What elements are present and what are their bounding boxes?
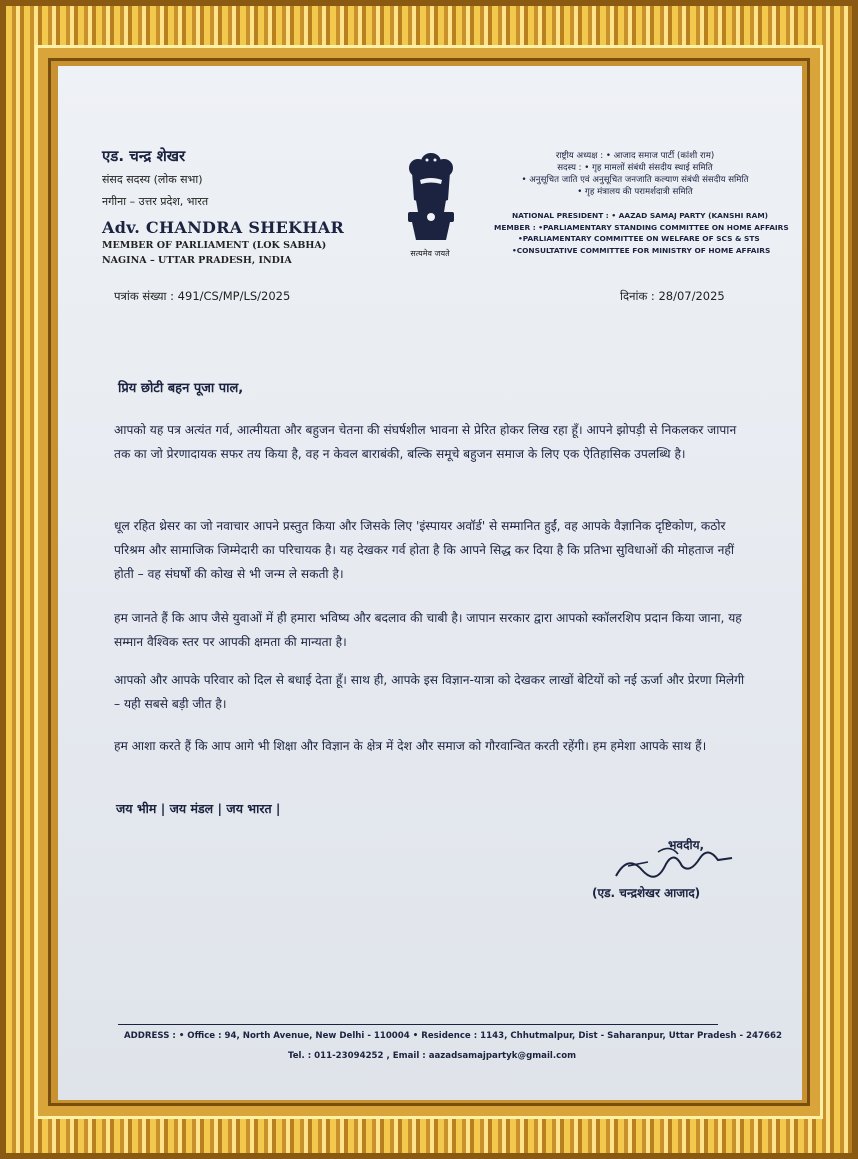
salutation: प्रिय छोटी बहन पूजा पाल, — [118, 381, 244, 396]
closing-slogan: जय भीम | जय मंडल | जय भारत | — [116, 801, 281, 816]
hindi-role-line: • अनुसूचित जाति एवं अनुसूचित जनजाति कल्याण संबंधी संसदीय समिति — [521, 175, 749, 185]
footer-address: ADDRESS : • Office : 94, North Avenue, New Delhi - 110004 • Residence : 1143, Chhutmalpur, Dist - Saharanpur, Uttar Pradesh - 247662 — [124, 1031, 782, 1041]
body-paragraph: हम जानते हैं कि आप जैसे युवाओं में ही हमारा भविष्य और बदलाव की चाबी है। जापान सरकार द्वारा आपको स्कॉलरशिप प्रदान किया जाना, यह सम्मान वैश्विक स्तर पर आपकी क्षमता की मान्यता है। — [114, 611, 742, 649]
hindi-role-line: • गृह मंत्रालय की परामर्शदात्री समिति — [577, 187, 693, 197]
body-paragraph: धूल रहित थ्रेसर का जो नवाचार आपने प्रस्तुत किया और जिसके लिए 'इंस्पायर अवॉर्ड' से सम्मानित हुईं, वह आपके वैज्ञानिक दृष्टिकोण, कठोर परिश्रम और सामाजिक जिम्मेदारी का परिचायक है। यह देखकर गर्व होता है कि आपने सिद्ध कर दिया है कि प्रतिभा सुविधाओं की मोहताज नहीं होती – वह संघर्षों की कोख से भी जन्म ले सकती है। — [114, 519, 734, 581]
footer-contact: Tel. : 011-23094252 , Email : aazadsamajpartyk@gmail.com — [288, 1051, 577, 1061]
signer-name: (एड. चन्द्रशेखर आजाद) — [592, 886, 701, 900]
footer-divider — [118, 1024, 718, 1025]
english-role-line: MEMBER : •PARLIAMENTARY STANDING COMMITTEE ON HOME AFFAIRS — [494, 222, 789, 232]
hindi-role-line: सदस्य : • गृह मामलों संबंधी संसदीय स्थाई समिति — [557, 163, 713, 173]
letter-date: दिनांक : 28/07/2025 — [620, 289, 725, 303]
english-name: Adv. CHANDRA SHEKHAR — [102, 218, 345, 237]
hindi-title: संसद सदस्य (लोक सभा) — [102, 173, 203, 186]
signature-mark — [608, 836, 738, 888]
yours-faithfully: भवदीय, — [668, 838, 705, 852]
reference-number: पत्रांक संख्या : 491/CS/MP/LS/2025 — [114, 289, 291, 303]
english-title: MEMBER OF PARLIAMENT (LOK SABHA) — [102, 240, 327, 251]
body-paragraph: हम आशा करते हैं कि आप आगे भी शिक्षा और विज्ञान के क्षेत्र में देश और समाज को गौरवान्वित करती रहेंगी। हम हमेशा आपके साथ हैं। — [114, 739, 707, 753]
hindi-role-line: राष्ट्रीय अध्यक्ष : • आजाद समाज पार्टी (कांशी राम) — [555, 151, 715, 161]
hindi-name: एड. चन्द्र शेखर — [102, 147, 186, 165]
emblem-motto: सत्यमेव जयते — [410, 249, 450, 258]
english-role-line: NATIONAL PRESIDENT : • AAZAD SAMAJ PARTY (KANSHI RAM) — [512, 211, 769, 220]
body-paragraph: आपको यह पत्र अत्यंत गर्व, आत्मीयता और बहुजन चेतना की संघर्षशील भावना से प्रेरित होकर लिख रहा हूँ। आपने झोपड़ी से निकलकर जापान तक का जो प्रेरणादायक सफर तय किया है, वह न केवल बाराबंकी, बल्कि समूचे बहुजन समाज के लिए एक ऐतिहासिक उपलब्धि है। — [114, 423, 737, 461]
national-emblem-icon — [396, 148, 466, 248]
roles-block — [490, 150, 789, 256]
english-role-line: •PARLIAMENTARY COMMITTEE ON WELFARE OF SCS & STS — [518, 234, 760, 243]
hindi-place: नगीना – उत्तर प्रदेश, भारत — [102, 195, 209, 208]
body-paragraph: आपको और आपके परिवार को दिल से बधाई देता हूँ। साथ ही, आपके इस विज्ञान-यात्रा को देखकर लाखों बेटियों को नई ऊर्जा और प्रेरणा मिलेगी – यही सबसे बड़ी जीत है। — [114, 673, 745, 711]
english-place: NAGINA – UTTAR PRADESH, INDIA — [102, 255, 292, 266]
english-role-line: •CONSULTATIVE COMMITTEE FOR MINISTRY OF HOME AFFAIRS — [512, 245, 771, 255]
